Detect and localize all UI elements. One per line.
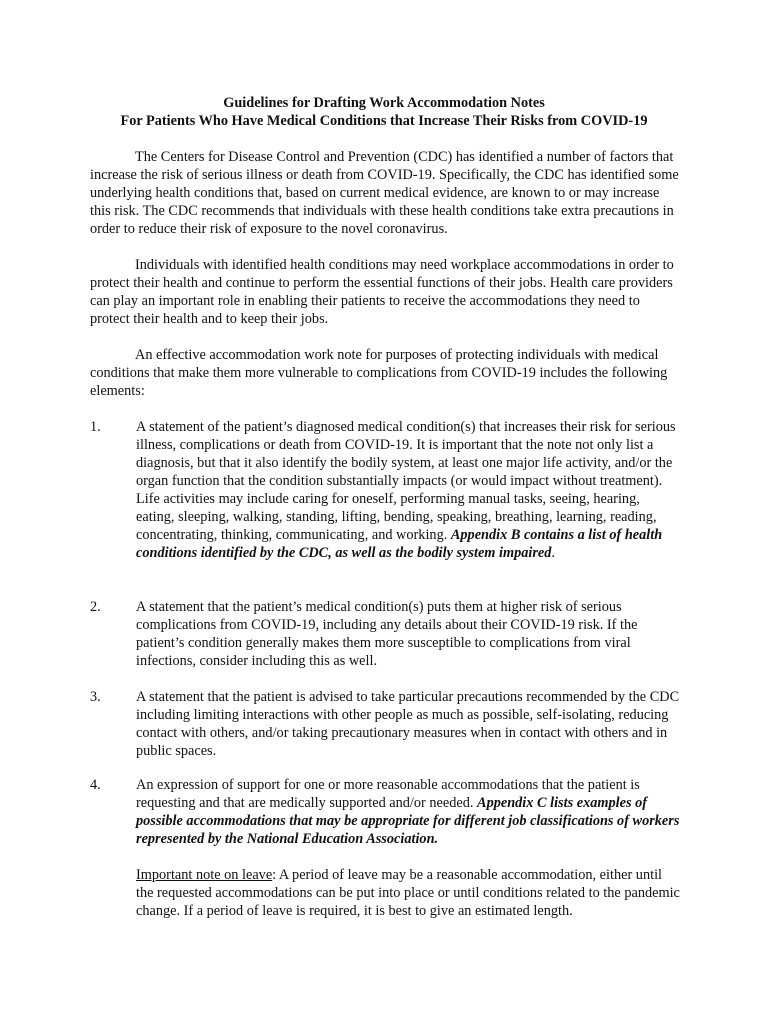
title-line-2: For Patients Who Have Medical Conditions that Increase Their Risks from COVID-19 — [120, 113, 648, 129]
list-item-text — [136, 418, 681, 562]
list-item — [90, 598, 680, 670]
title-line-1: Guidelines for Drafting Work Accommodation Notes — [223, 95, 545, 111]
item-tail: . — [551, 545, 555, 561]
appendix-b-note: Appendix B contains a list of health conditions identified by the CDC, as well as the bodily system impaired — [136, 527, 663, 561]
list-item — [90, 688, 680, 760]
list-item — [90, 418, 680, 562]
list-item-number: 4. — [90, 777, 101, 793]
item-text: An expression of support for one or more reasonable accommodations that the patient is requesting and that are medically supported and/or needed. — [136, 777, 640, 811]
item-text: A statement of the patient’s diagnosed medical condition(s) that increases their risk for serious illness, complications or death from COVID-19. It is important that the note not only list a diagnosis, but that it also identify the bodily system, at least one major life activity, and/or the organ function that the condition substantially impacts (or would impact without treatment). Life activities may include caring for oneself, performing manual tasks, seeing, hearing, eating, sleeping, walking, standing, lifting, bending, speaking, breathing, learning, reading, concentrating, thinking, communicating, and working. — [136, 419, 676, 543]
list-item-text: A statement that the patient is advised to take particular precautions recommended by the CDC including limiting interactions with other people as much as possible, self-isolating, reducing contact with others, and/or taking precautionary measures when in contact with others and in public spaces. — [136, 689, 680, 759]
accommodations-paragraph: Individuals with identified health conditions may need workplace accommodations in order to protect their health and continue to perform the essential functions of their jobs. Health care providers can play an important role in enabling their patients to receive the accommodations they need to protect their health and to keep their jobs. — [90, 257, 674, 327]
list-item-text: A statement that the patient’s medical condition(s) puts them at higher risk of serious complications from COVID-19, including any details about their COVID-19 risk. If the patient’s condition generally makes them more susceptible to complications from viral infections, consider including this as well. — [136, 599, 638, 669]
list-item — [90, 776, 680, 848]
list-item-number: 3. — [90, 689, 101, 705]
appendix-c-note: Appendix C lists examples of possible accommodations that may be appropriate for different job classifications of workers represented by the National Education Association. — [136, 795, 680, 847]
intro-paragraph: The Centers for Disease Control and Prevention (CDC) has identified a number of factors that increase the risk of serious illness or death from COVID-19. Specifically, the CDC has identified some underlying health conditions that, based on current medical evidence, are known to or may increase this risk. The CDC recommends that individuals with these health conditions take extra precautions in order to reduce their risk of exposure to the novel coronavirus. — [90, 149, 679, 237]
list-item-number: 1. — [90, 419, 101, 435]
list-item-text — [136, 776, 681, 848]
elements-paragraph: An effective accommodation work note for purposes of protecting individuals with medical conditions that make them more vulnerable to complications from COVID-19 includes the following elements: — [90, 347, 668, 399]
document-title — [0, 94, 768, 130]
list-item-number: 2. — [90, 599, 101, 615]
leave-note-text: : A period of leave may be a reasonable accommodation, either until the requested accommodations can be put into place or until conditions related to the pandemic change. If a period of leave is required, it is best to give an estimated length. — [136, 867, 680, 919]
leave-note-label: Important note on leave — [136, 867, 273, 883]
leave-note — [136, 866, 681, 920]
